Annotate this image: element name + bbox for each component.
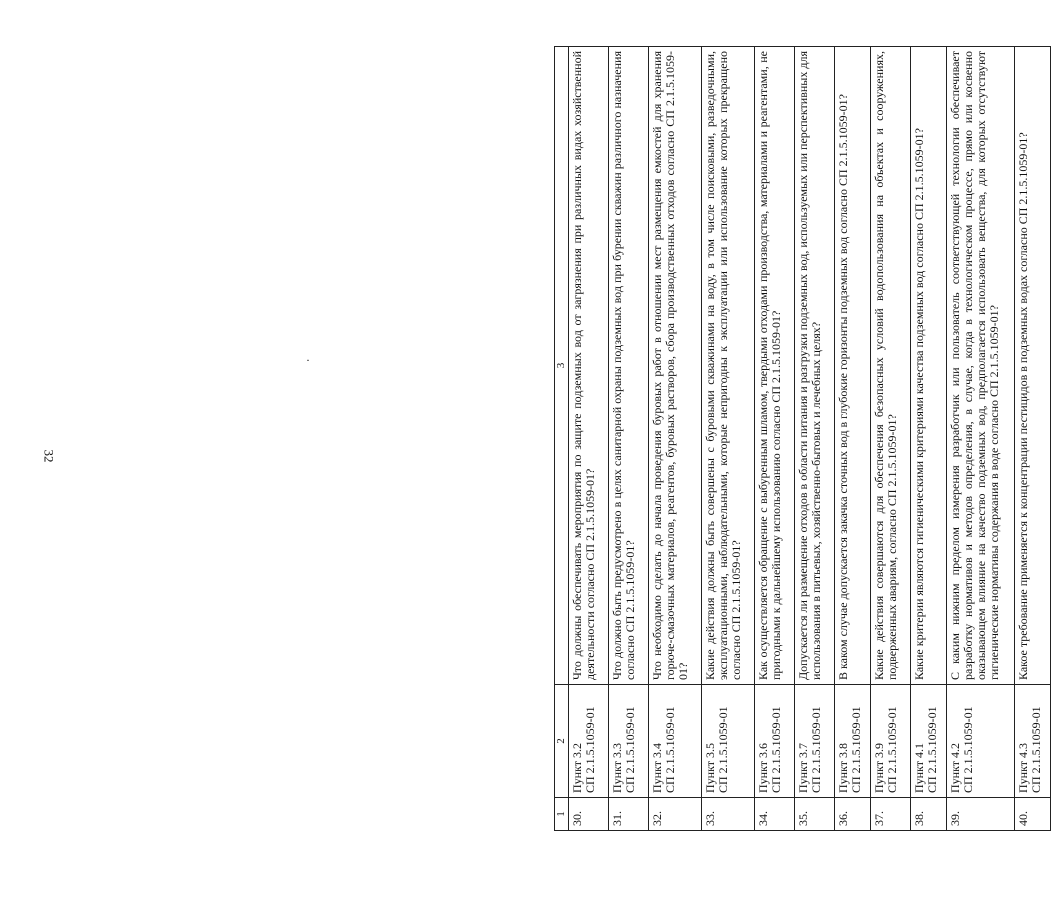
row-question: Какое требование применяется к концентрации пестицидов в подземных водах согласно СП 2.1.5.1059-01? bbox=[1015, 47, 1051, 685]
row-number: 30. bbox=[569, 798, 609, 831]
clause: Пункт 3.5 bbox=[703, 742, 717, 793]
row-question: С каким нижним пределом измерения разработчик или пользователь соответствующей технологии обеспечивает разработку нормативов и методов определения, в случае, когда в технологическом процессе, прямо или косвенно оказывающем влияние на качество подземных вод, предполагается использовать вещества, для которых отсутствуют гигиенические нормативы содержания в воде согласно СП 2.1.5.1059-01? bbox=[947, 47, 1015, 685]
standard-code: СП 2.1.5.1059-01 bbox=[961, 706, 975, 793]
table-row bbox=[755, 47, 795, 831]
standard-code: СП 2.1.5.1059-01 bbox=[583, 706, 597, 793]
table-header-row bbox=[555, 47, 569, 831]
row-reference bbox=[835, 685, 871, 798]
row-question: Какие действия совершаются для обеспечения безопасных условий водопользования на объектах и сооружениях, подверженных авариям, согласно СП 2.1.5.1059-01? bbox=[871, 47, 911, 685]
standard-code: СП 2.1.5.1059-01 bbox=[925, 706, 939, 793]
standard-code: СП 2.1.5.1059-01 bbox=[849, 706, 863, 793]
table-row bbox=[835, 47, 871, 831]
scan-speck: · bbox=[306, 353, 310, 367]
row-number: 35. bbox=[795, 798, 835, 831]
row-question: Допускается ли размещение отходов в области питания и разгрузки подземных вод, используемых или перспективных для использования в питьевых, хозяйственно-бытовых и лечебных целях? bbox=[795, 47, 835, 685]
row-number: 36. bbox=[835, 798, 871, 831]
clause: Пункт 3.9 bbox=[872, 742, 886, 793]
row-question: Что необходимо сделать до начала проведения буровых работ в отношении мест размещения емкостей для хранения горюче-смазочных материалов, реагентов, буровых растворов, сбора производственных отходов согласно СП 2.1.5.1059-01? bbox=[649, 47, 702, 685]
table-row bbox=[649, 47, 702, 831]
clause: Пункт 4.3 bbox=[1016, 742, 1030, 793]
questions-table bbox=[554, 46, 1051, 831]
row-reference bbox=[911, 685, 947, 798]
row-reference bbox=[755, 685, 795, 798]
row-number: 37. bbox=[871, 798, 911, 831]
header-col-1: 1 bbox=[555, 798, 569, 831]
clause: Пункт 3.8 bbox=[836, 742, 850, 793]
standard-code: СП 2.1.5.1059-01 bbox=[769, 706, 783, 793]
row-reference bbox=[795, 685, 835, 798]
row-number: 33. bbox=[702, 798, 755, 831]
standard-code: СП 2.1.5.1059-01 bbox=[623, 706, 637, 793]
table-row bbox=[911, 47, 947, 831]
row-number: 39. bbox=[947, 798, 1015, 831]
clause: Пункт 3.2 bbox=[570, 742, 584, 793]
standard-code: СП 2.1.5.1059-01 bbox=[1029, 706, 1043, 793]
clause: Пункт 3.7 bbox=[796, 742, 810, 793]
row-reference bbox=[871, 685, 911, 798]
clause: Пункт 3.6 bbox=[756, 742, 770, 793]
row-number: 34. bbox=[755, 798, 795, 831]
clause: Пункт 4.2 bbox=[948, 742, 962, 793]
standard-code: СП 2.1.5.1059-01 bbox=[885, 706, 899, 793]
table-row bbox=[702, 47, 755, 831]
row-number: 31. bbox=[609, 798, 649, 831]
row-question: В каком случае допускается закачка сточных вод в глубокие горизонты подземных вод согласно СП 2.1.5.1059-01? bbox=[835, 47, 871, 685]
row-reference bbox=[1015, 685, 1051, 798]
row-reference bbox=[947, 685, 1015, 798]
row-question: Какие критерии являются гигиеническими критериями качества подземных вод согласно СП 2.1.5.1059-01? bbox=[911, 47, 947, 685]
table-row bbox=[609, 47, 649, 831]
clause: Пункт 3.3 bbox=[610, 742, 624, 793]
row-question: Что должны обеспечивать мероприятия по защите подземных вод от загрязнения при различных видах хозяйственной деятельности согласно СП 2.1.5.1059-01? bbox=[569, 47, 609, 685]
clause: Пункт 3.4 bbox=[650, 742, 664, 793]
row-reference bbox=[569, 685, 609, 798]
page-number: 32 bbox=[41, 449, 57, 463]
row-question: Что должно быть предусмотрено в целях санитарной охраны подземных вод при бурении скважин различного назначения согласно СП 2.1.5.1059-01? bbox=[609, 47, 649, 685]
table-row bbox=[795, 47, 835, 831]
standard-code: СП 2.1.5.1059-01 bbox=[716, 706, 730, 793]
row-reference bbox=[609, 685, 649, 798]
row-number: 38. bbox=[911, 798, 947, 831]
header-col-2: 2 bbox=[555, 685, 569, 798]
row-number: 40. bbox=[1015, 798, 1051, 831]
row-question: Как осуществляется обращение с выбуренным шламом, твердыми отходами производства, материалами и реагентами, не пригодными к дальнейшему использованию согласно СП 2.1.5.1059-01? bbox=[755, 47, 795, 685]
row-reference bbox=[702, 685, 755, 798]
rotated-page-content bbox=[554, 46, 1043, 831]
standard-code: СП 2.1.5.1059-01 bbox=[663, 706, 677, 793]
table-row bbox=[871, 47, 911, 831]
header-col-3: 3 bbox=[555, 47, 569, 685]
standard-code: СП 2.1.5.1059-01 bbox=[809, 706, 823, 793]
row-question: Какие действия должны быть совершены с буровыми скважинами на воду, в том числе поисковыми, разведочными, эксплуатационными, наблюдательными, которые непригодны к эксплуатации или использование которых прекращено согласно СП 2.1.5.1059-01? bbox=[702, 47, 755, 685]
row-reference bbox=[649, 685, 702, 798]
row-number: 32. bbox=[649, 798, 702, 831]
clause: Пункт 4.1 bbox=[912, 742, 926, 793]
table-row bbox=[569, 47, 609, 831]
table-row bbox=[1015, 47, 1051, 831]
table-row bbox=[947, 47, 1015, 831]
